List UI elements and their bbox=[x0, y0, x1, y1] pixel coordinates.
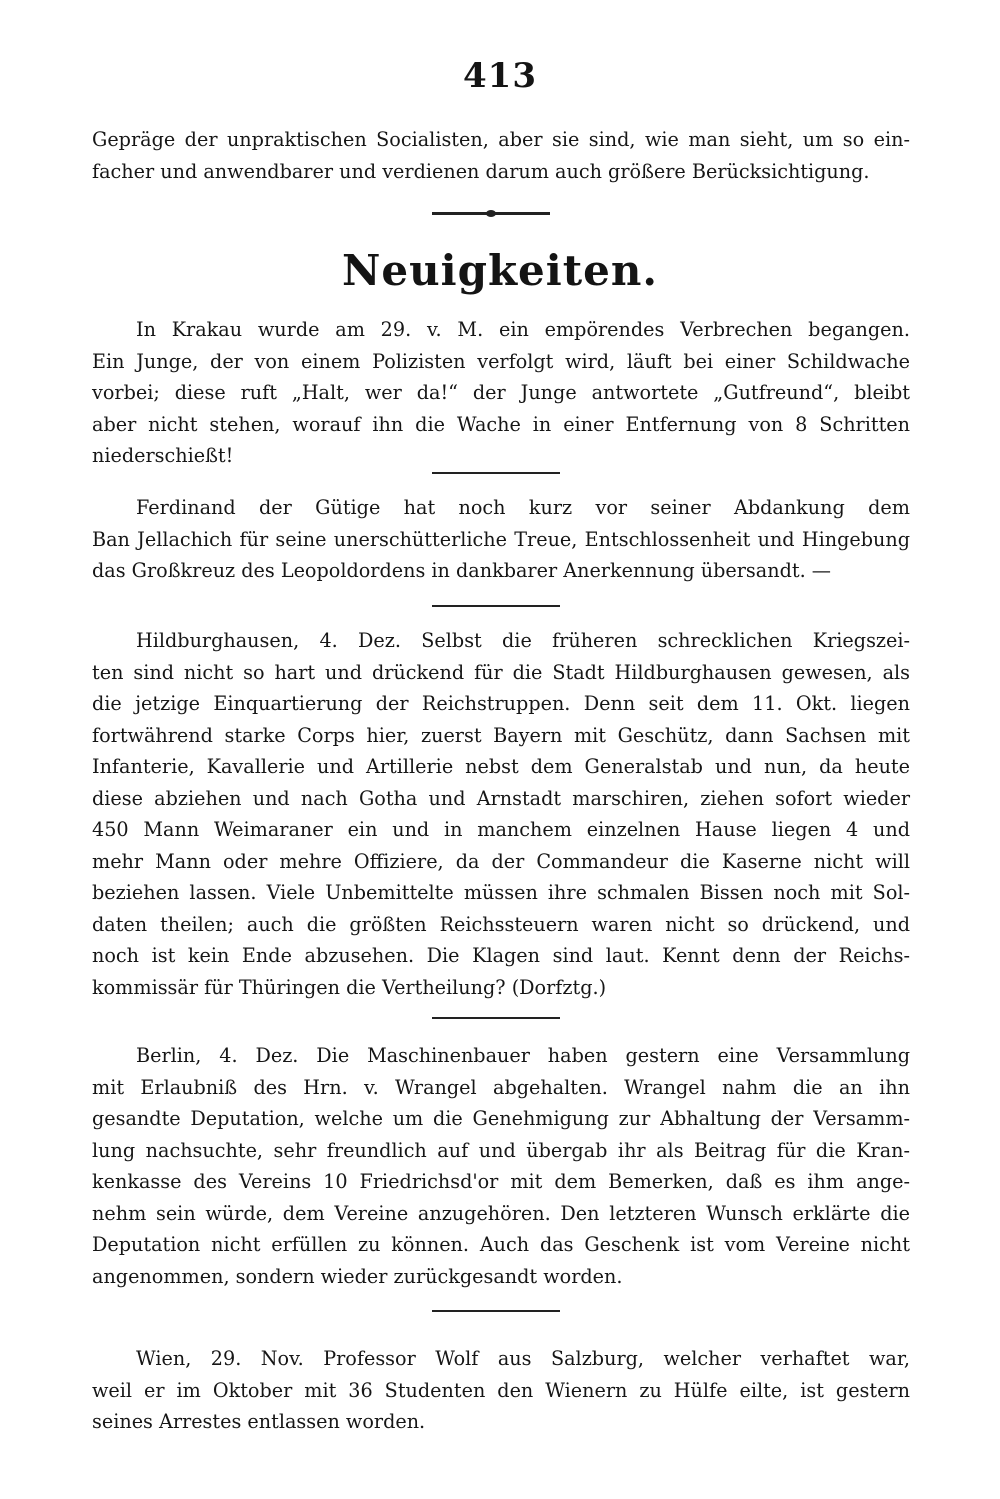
text-line: mehr Mann oder mehre Offiziere, da der Commandeur die Kaserne nicht will bbox=[92, 849, 910, 873]
text-line: beziehen lassen. Viele Unbemittelte müssen ihre schmalen Bissen noch mit Sol- bbox=[92, 881, 910, 904]
text-line: nehm sein würde, dem Vereine anzugehören. Den letzteren Wunsch erklärte die bbox=[92, 1201, 910, 1225]
divider-rule bbox=[432, 1017, 560, 1019]
text-line: angenommen, sondern wieder zurückgesandt worden. bbox=[92, 1264, 623, 1288]
text-line: fortwährend starke Corps hier, zuerst Bayern mit Geschütz, dann Sachsen mit bbox=[92, 723, 910, 747]
text-line: ten sind nicht so hart und drückend für die Stadt Hildburghausen gewesen, als bbox=[92, 660, 910, 684]
section-heading: Neuigkeiten. bbox=[341, 246, 659, 295]
text-line: aber nicht stehen, worauf ihn die Wache in einer Entfernung von 8 Schritten bbox=[92, 412, 910, 436]
text-line: Ferdinand der Gütige hat noch kurz vor seiner Abdankung dem bbox=[136, 496, 910, 519]
text-line: gesandte Deputation, welche um die Genehmigung zur Abhaltung der Versamm- bbox=[92, 1107, 910, 1130]
text-line: Wien, 29. Nov. Professor Wolf aus Salzburg, welcher verhaftet war, bbox=[136, 1347, 910, 1370]
article-krakau bbox=[92, 314, 910, 472]
article-wien bbox=[92, 1343, 910, 1438]
text-line: kenkasse des Vereins 10 Friedrichsd'or mit dem Bemerken, daß es ihm ange- bbox=[92, 1170, 910, 1193]
text-line: Gepräge der unpraktischen Socialisten, aber sie sind, wie man sieht, um so ein- bbox=[92, 128, 910, 151]
text-line: Ban Jellachich für seine unerschütterliche Treue, Entschlossenheit und Hingebung bbox=[92, 527, 910, 551]
text-line: Berlin, 4. Dez. Die Maschinenbauer haben gestern eine Versammlung bbox=[136, 1044, 910, 1067]
ornamental-divider bbox=[432, 212, 550, 215]
text-line: 450 Mann Weimaraner ein und in manchem einzelnen Hause liegen 4 und bbox=[92, 818, 910, 841]
text-line: Ein Junge, der von einem Polizisten verfolgt wird, läuft bei einer Schildwache bbox=[92, 349, 910, 373]
text-line: lung nachsuchte, sehr freundlich auf und übergab ihr als Beitrag für die Kran- bbox=[92, 1138, 910, 1162]
text-line: niederschießt! bbox=[92, 444, 234, 467]
divider-rule bbox=[432, 605, 560, 607]
text-line: In Krakau wurde am 29. v. M. ein empörendes Verbrechen begangen. bbox=[136, 318, 910, 341]
text-line: mit Erlaubniß des Hrn. v. Wrangel abgehalten. Wrangel nahm die an ihn bbox=[92, 1075, 910, 1099]
text-line: kommissär für Thüringen die Vertheilung? (Dorfztg.) bbox=[92, 975, 607, 999]
text-line: weil er im Oktober mit 36 Studenten den Wienern zu Hülfe eilte, ist gestern bbox=[92, 1378, 910, 1402]
divider-rule bbox=[432, 472, 560, 474]
text-line: diese abziehen und nach Gotha und Arnstadt marschiren, ziehen sofort wieder bbox=[92, 786, 910, 810]
divider-rule bbox=[432, 1310, 560, 1312]
text-line: das Großkreuz des Leopoldordens in dankbarer Anerkennung übersandt. — bbox=[92, 559, 831, 582]
article-berlin bbox=[92, 1040, 910, 1292]
text-line: facher und anwendbarer und verdienen darum auch größere Berücksichtigung. bbox=[92, 159, 870, 183]
intro-paragraph bbox=[92, 124, 910, 187]
text-line: noch ist kein Ende abzusehen. Die Klagen sind laut. Kennt denn der Reichs- bbox=[92, 944, 910, 967]
page-number: 413 bbox=[463, 56, 537, 96]
text-line: die jetzige Einquartierung der Reichstruppen. Denn seit dem 11. Okt. liegen bbox=[92, 692, 910, 715]
text-line: seines Arrestes entlassen worden. bbox=[92, 1410, 426, 1433]
article-ferdinand bbox=[92, 492, 910, 587]
text-line: Deputation nicht erfüllen zu können. Auch das Geschenk ist vom Vereine nicht bbox=[92, 1233, 910, 1256]
text-line: daten theilen; auch die größten Reichssteuern waren nicht so drückend, und bbox=[92, 912, 910, 936]
article-hildburghausen bbox=[92, 625, 910, 1003]
text-line: Hildburghausen, 4. Dez. Selbst die früheren schrecklichen Kriegszei- bbox=[136, 629, 910, 652]
text-line: vorbei; diese ruft „Halt, wer da!“ der Junge antwortete „Gutfreund“, bleibt bbox=[92, 381, 910, 404]
text-line: Infanterie, Kavallerie und Artillerie nebst dem Generalstab und nun, da heute bbox=[92, 755, 910, 778]
